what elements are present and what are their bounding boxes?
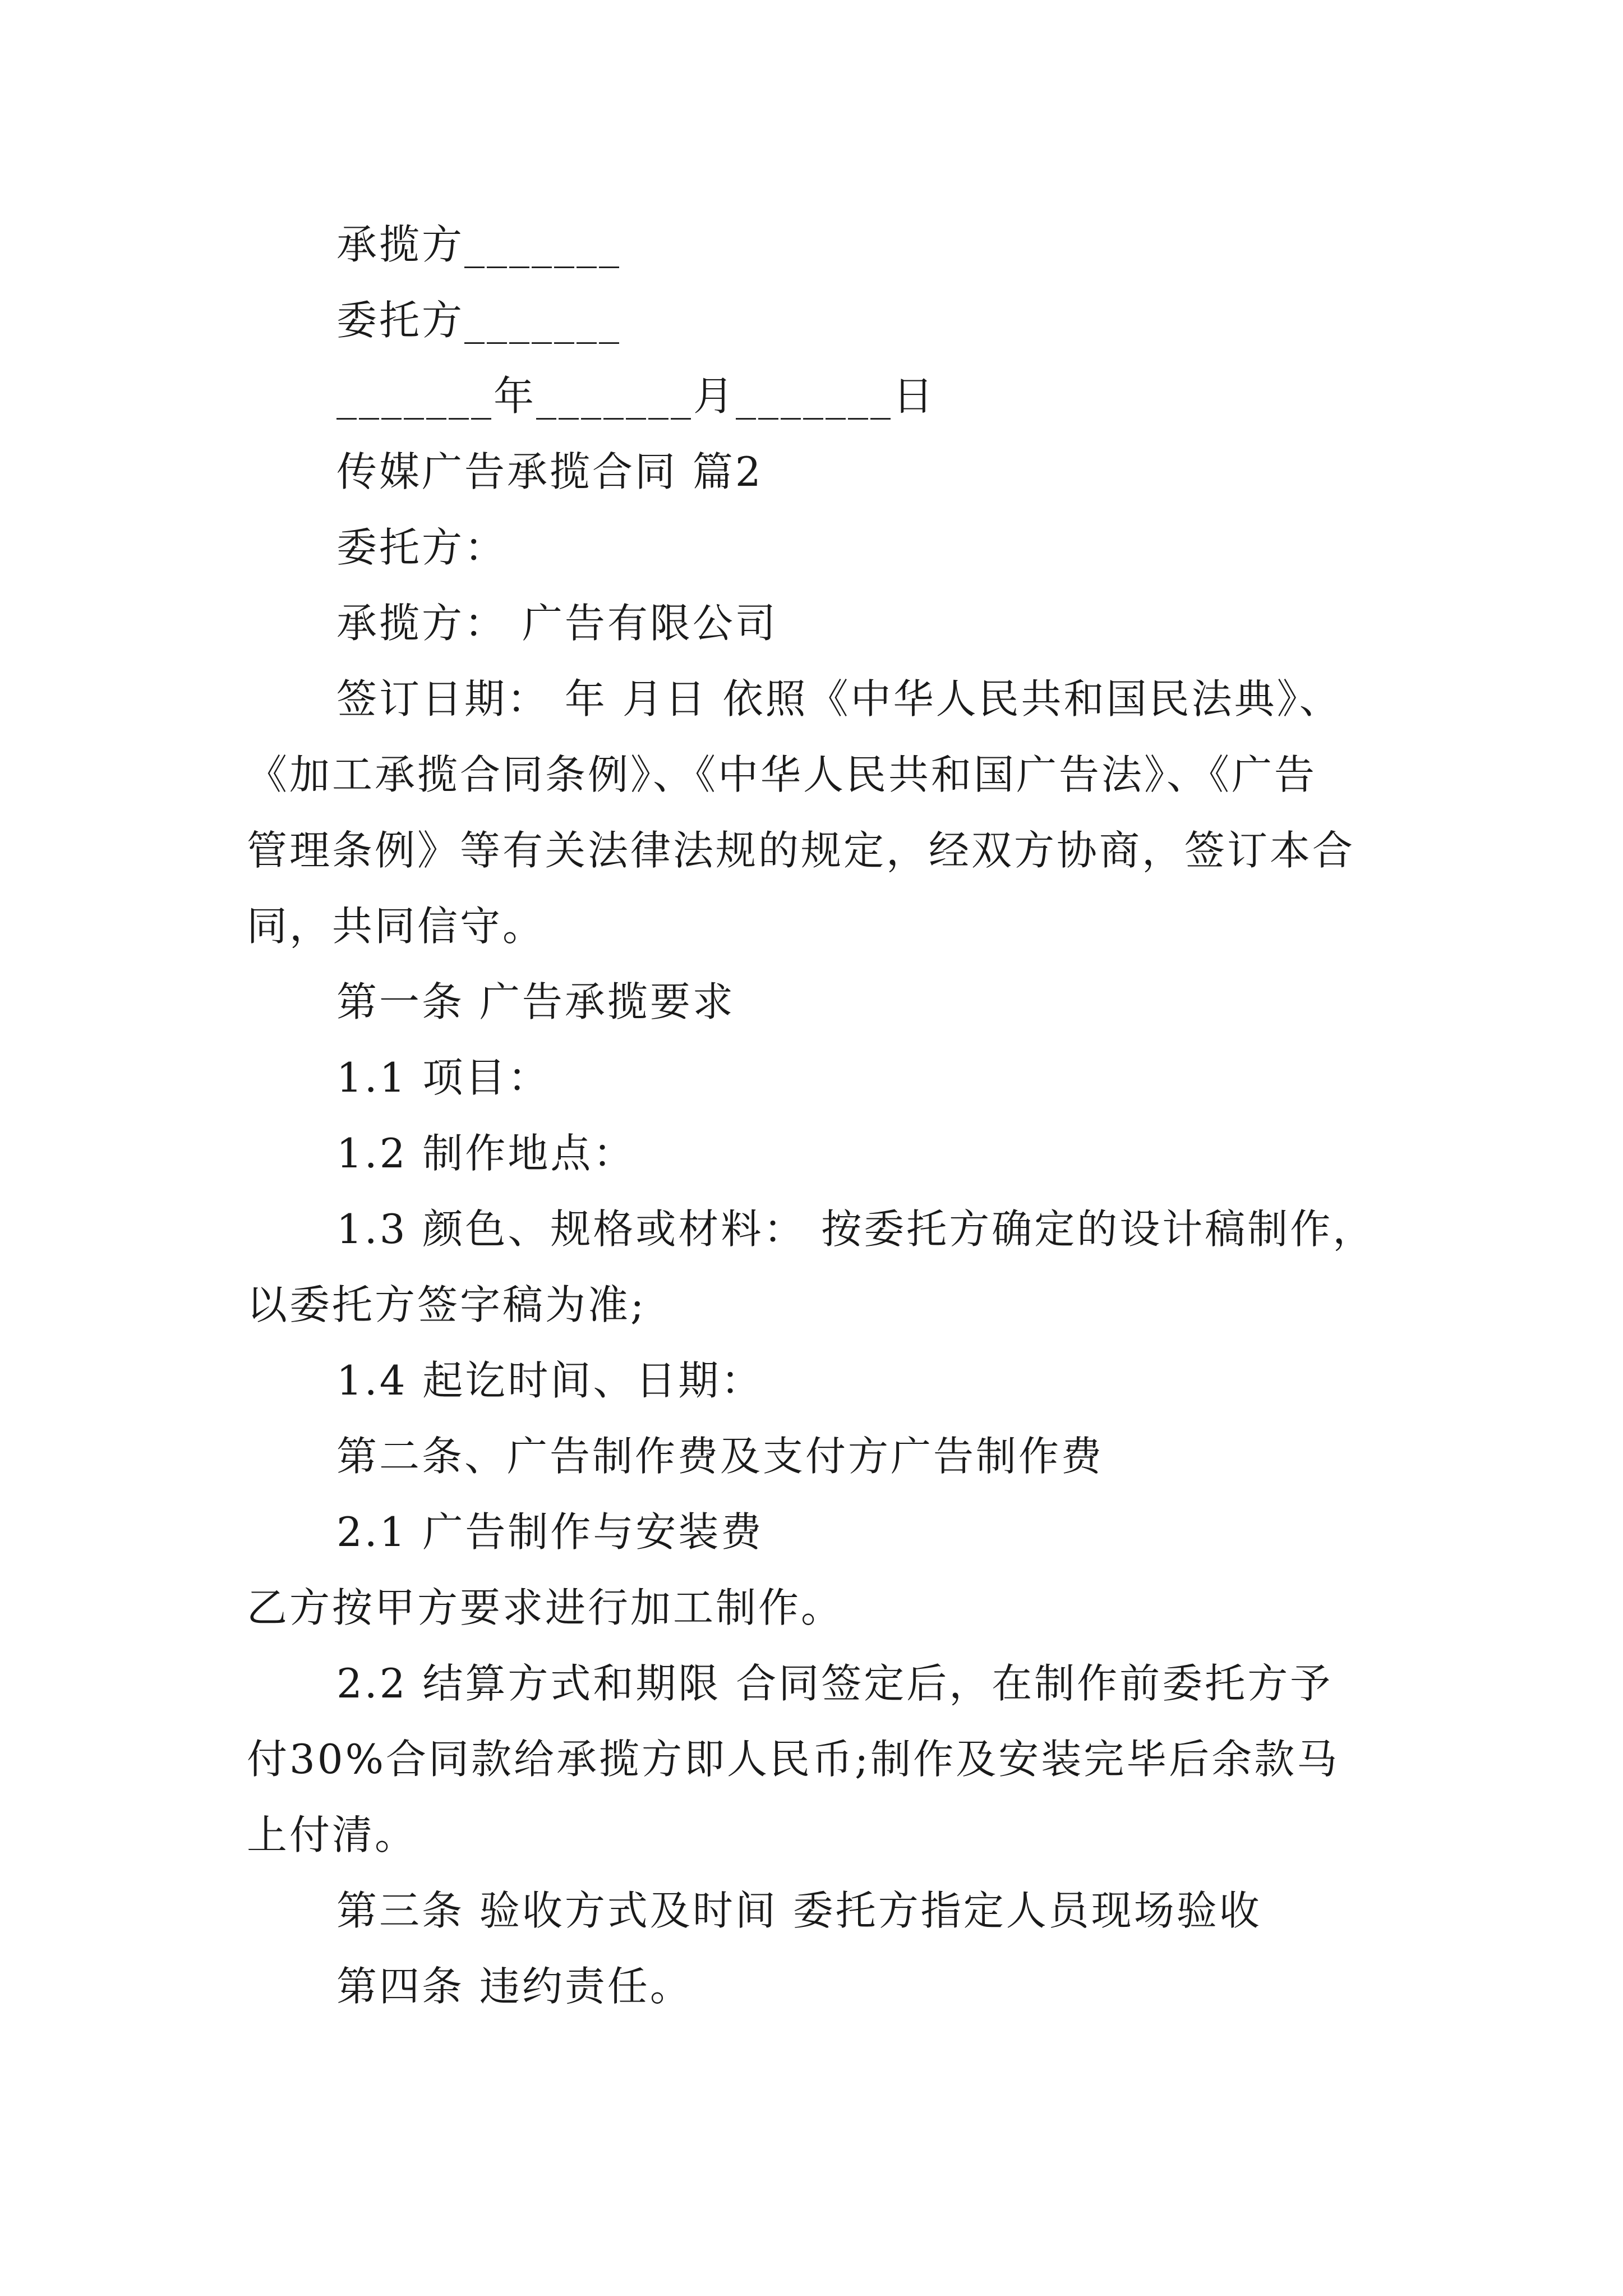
article-heading: 第二条、广告制作费及支付方广告制作费 — [336, 1433, 1104, 1480]
client-field: 委托方： — [336, 524, 508, 571]
article-heading: 第四条 违约责任。 — [336, 1963, 693, 2010]
signature-date-line: _______年_______月_______日 — [336, 372, 935, 420]
clause-item: 以委托方签字稿为准; — [247, 1281, 647, 1328]
clause-item: 1.4 起讫时间、日期： — [336, 1357, 764, 1404]
paragraph-line: 乙方按甲方要求进行加工制作。 — [247, 1584, 844, 1631]
article-heading: 第一条 广告承揽要求 — [336, 978, 735, 1025]
client-signature-line: 委托方_______ — [336, 297, 622, 344]
clause-item: 1.2 制作地点： — [336, 1130, 636, 1177]
contractor-signature-line: 承揽方_______ — [336, 221, 622, 268]
clause-item: 2.1 广告制作与安装费 — [336, 1508, 764, 1556]
paragraph-line: 同，共同信守。 — [247, 903, 546, 950]
contractor-field: 承揽方： 广告有限公司 — [336, 600, 778, 647]
paragraph-line: 上付清。 — [247, 1811, 418, 1858]
section-heading: 传媒广告承揽合同 篇2 — [336, 448, 763, 495]
paragraph-line: 付30%合同款给承揽方即人民币;制作及安装完毕后余款马 — [247, 1736, 1340, 1783]
clause-item: 1.1 项目： — [336, 1054, 551, 1101]
article-heading: 第三条 验收方式及时间 委托方指定人员现场验收 — [336, 1887, 1262, 1934]
clause-item: 2.2 结算方式和期限 合同签定后，在制作前委托方予 — [336, 1660, 1333, 1707]
paragraph-line: 《加工承揽合同条例》、《中华人民共和国广告法》、《广告 — [247, 751, 1317, 798]
clause-item: 1.3 颜色、规格或材料： 按委托方确定的设计稿制作， — [336, 1205, 1376, 1253]
paragraph-line: 管理条例》等有关法律法规的规定，经双方协商，签订本合 — [247, 827, 1355, 874]
paragraph-line: 签订日期： 年 月日 依照《中华人民共和国民法典》、 — [336, 675, 1342, 723]
